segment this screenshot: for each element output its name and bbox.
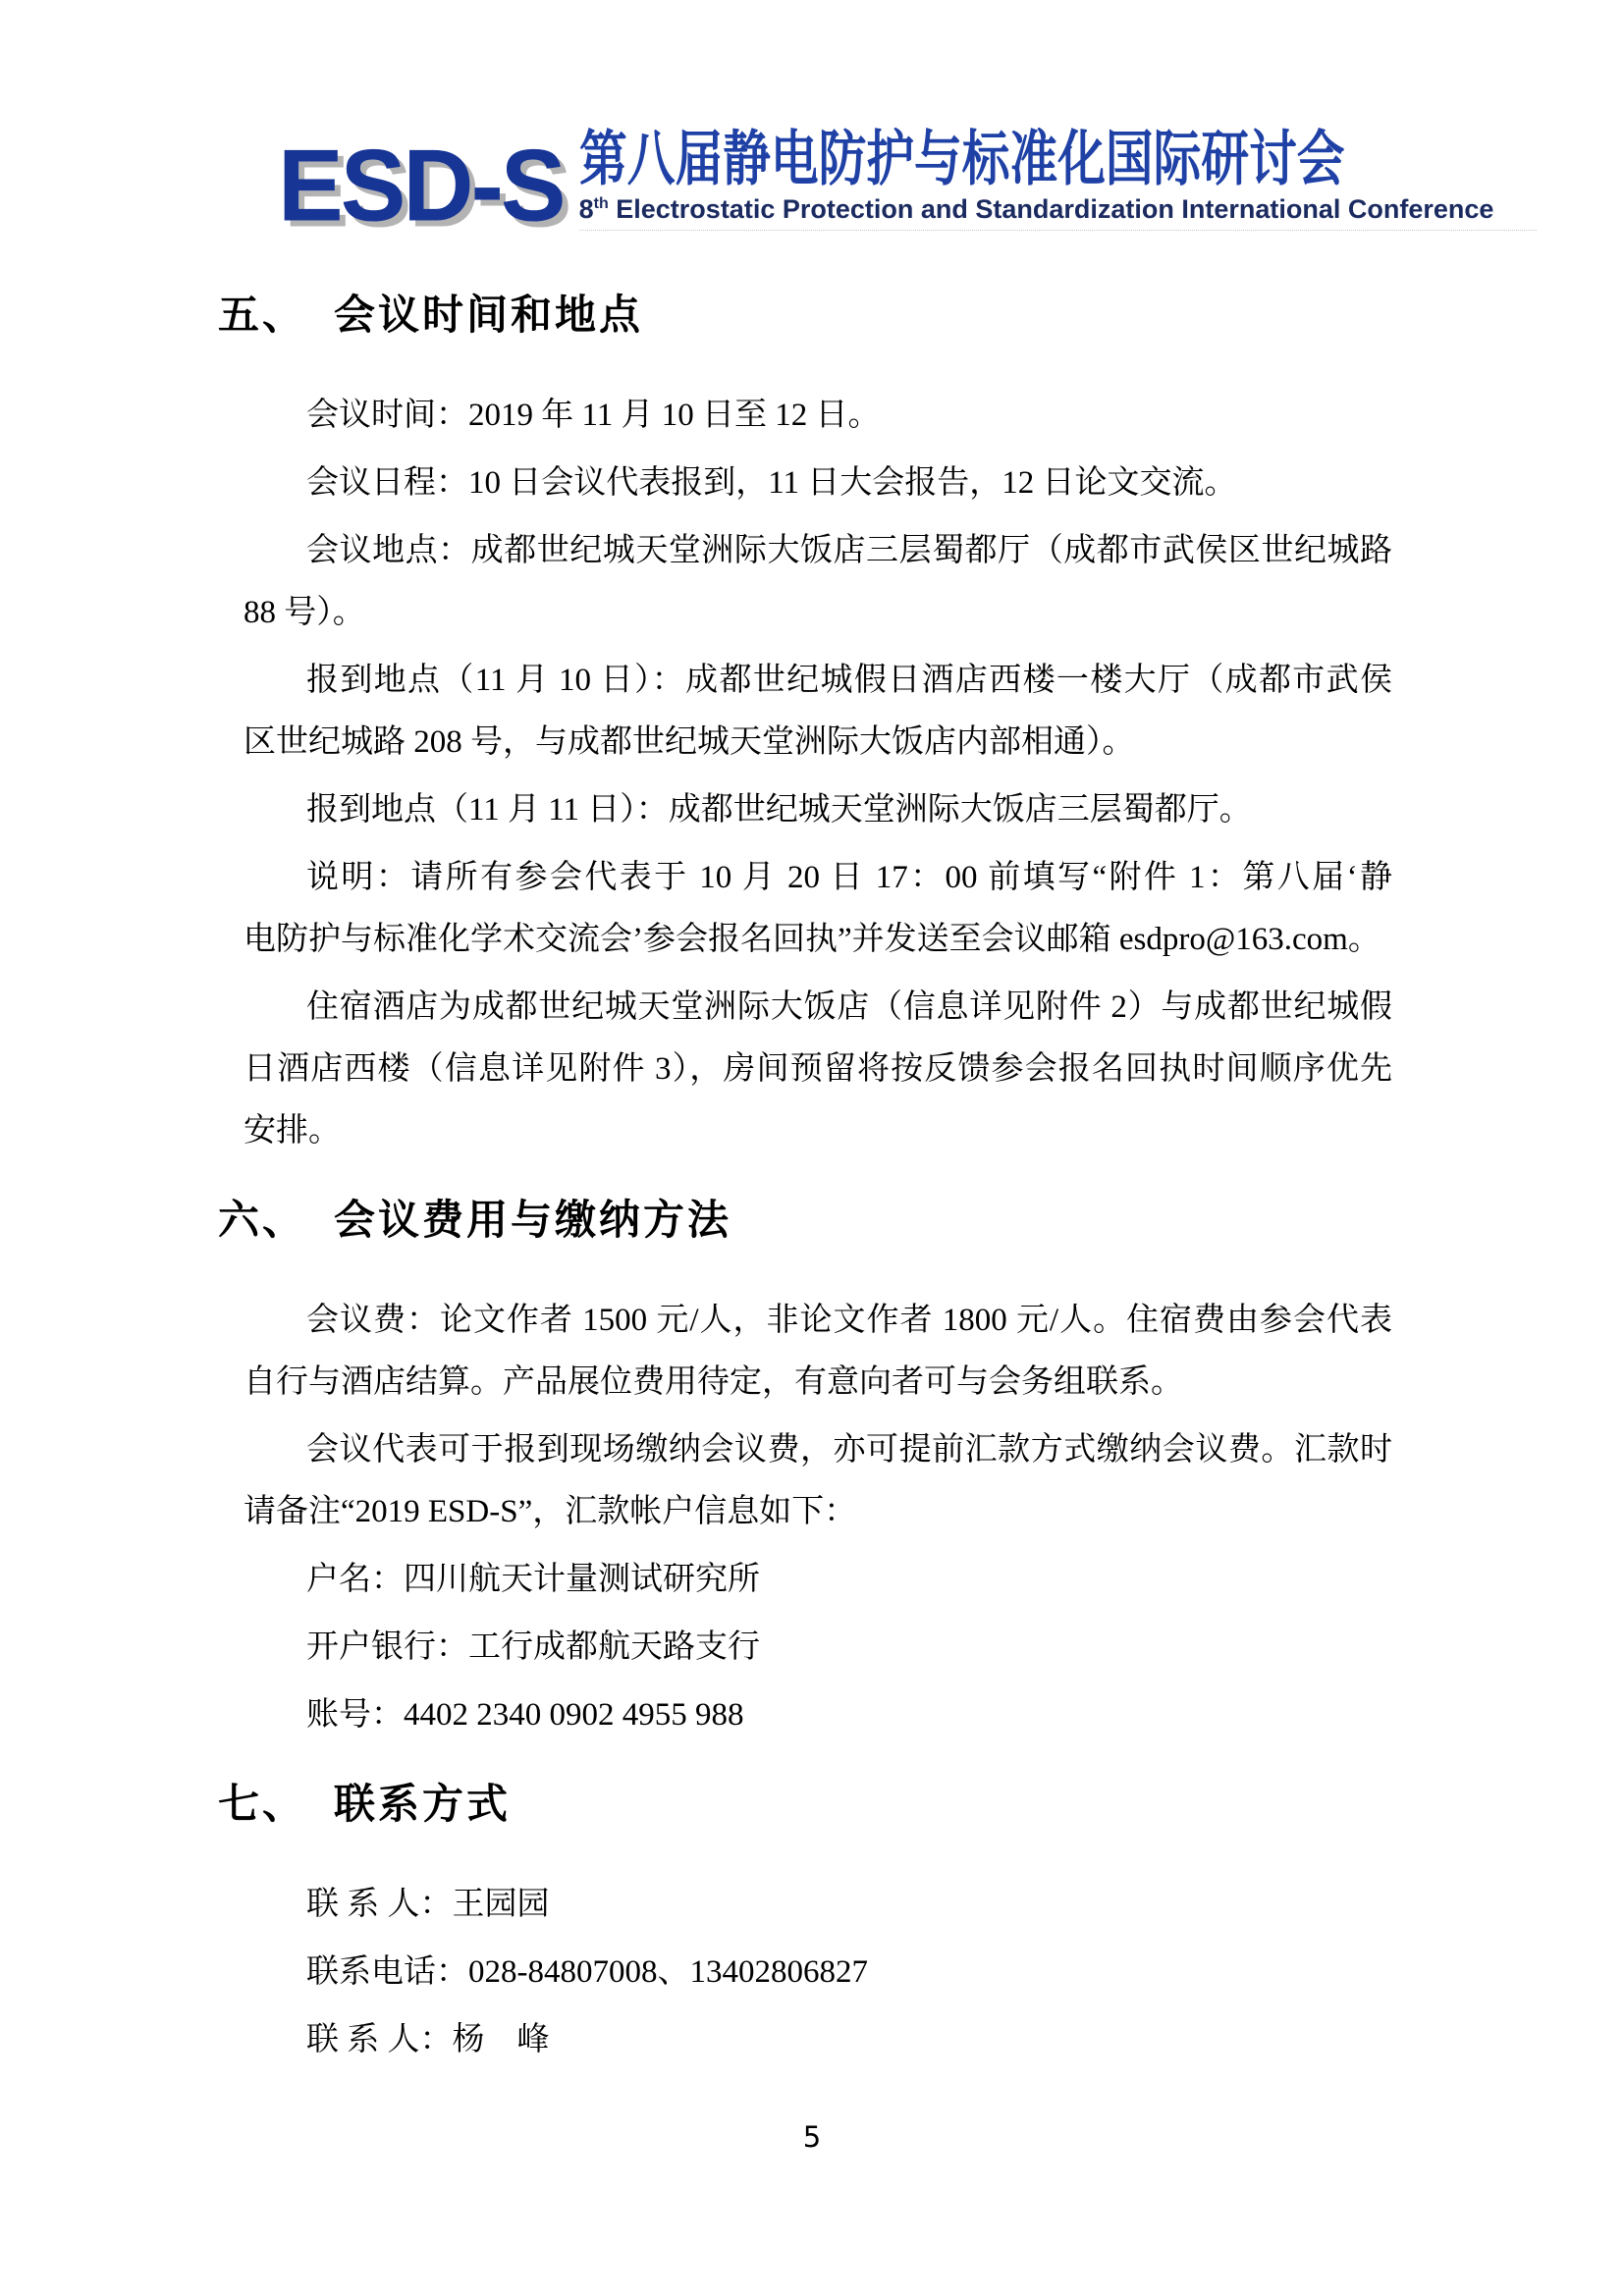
section-heading: [218, 287, 1392, 344]
text-line: 会议地点：成都世纪城天堂洲际大饭店三层蜀都厅（成都市武侯区世纪城路: [306, 533, 1392, 568]
section: [218, 287, 1392, 1162]
section-body: [244, 1874, 1392, 2071]
text-line: 说明：请所有参会代表于 10 月 20 日 17：00 前填写“附件 1：第八届‘静: [306, 860, 1392, 895]
text-line: 区世纪城路 208 号，与成都世纪城天堂洲际大饭店内部相通）。: [244, 724, 1135, 760]
section-body: [244, 385, 1392, 1162]
text-line: 会议代表可于报到现场缴纳会议费，亦可提前汇款方式缴纳会议费。汇款时: [306, 1432, 1392, 1468]
text-line: 会议费：论文作者 1500 元/人，非论文作者 1800 元/人。住宿费由参会代表: [306, 1303, 1392, 1338]
page-number: 5: [802, 2120, 822, 2154]
section-number: 六、: [218, 1197, 307, 1243]
esd-s-logo: ESD-S: [278, 128, 564, 243]
conference-title-en: [579, 195, 1537, 231]
section-number: 五、: [218, 292, 307, 338]
text-line: 联 系 人：王园园: [306, 1887, 550, 1922]
text-line: 自行与酒店结算。产品展位费用待定，有意向者可与会务组联系。: [244, 1364, 1183, 1400]
text-line: 会议日程：10 日会议代表报到，11 日大会报告，12 日论文交流。: [306, 465, 1237, 501]
conference-header: [278, 110, 1537, 243]
text-line: 报到地点（11 月 10 日）：成都世纪城假日酒店西楼一楼大厅（成都市武侯: [306, 663, 1392, 698]
section: [218, 1776, 1392, 2071]
text-line: 户名：四川航天计量测试研究所: [306, 1562, 760, 1597]
text-line: 账号：4402 2340 0902 4955 988: [306, 1697, 744, 1733]
text-line: 开户银行：工行成都航天路支行: [306, 1629, 760, 1665]
text-line: 电防护与标准化学术交流会’参会报名回执”并发送至会议邮箱 esdpro@163.com。: [244, 922, 1380, 957]
section-number: 七、: [218, 1781, 307, 1827]
section-title: 会议费用与缴纳方法: [334, 1197, 732, 1243]
section-title: 会议时间和地点: [334, 292, 644, 338]
text-line: 会议时间：2019 年 11 月 10 日至 12 日。: [306, 398, 881, 433]
section-heading: [218, 1776, 1392, 1833]
text-line: 日酒店西楼（信息详见附件 3），房间预留将按反馈参会报名回执时间顺序优先: [244, 1051, 1392, 1087]
subtitle-ordinal: th: [593, 195, 609, 213]
document-body: [218, 287, 1392, 2071]
text-line: 联系电话：028-84807008、13402806827: [306, 1954, 868, 1990]
text-line: 住宿酒店为成都世纪城天堂洲际大饭店（信息详见附件 2）与成都世纪城假: [306, 989, 1392, 1025]
section: [218, 1192, 1392, 1746]
section-title: 联系方式: [334, 1781, 512, 1827]
header-titles: [579, 110, 1537, 231]
text-line: 安排。: [244, 1113, 341, 1148]
subtitle-number: 8: [578, 194, 594, 225]
text-line: 联 系 人：杨 峰: [306, 2022, 550, 2057]
text-line: 报到地点（11 月 11 日）：成都世纪城天堂洲际大饭店三层蜀都厅。: [306, 792, 1252, 828]
subtitle-text: Electrostatic Protection and Standardization International Conference: [608, 194, 1494, 225]
text-line: 请备注“2019 ESD-S”，汇款帐户信息如下：: [244, 1494, 857, 1529]
section-body: [244, 1290, 1392, 1746]
section-heading: [218, 1192, 1392, 1249]
text-line: 88 号）。: [244, 595, 365, 630]
conference-title-cn: 第八届静电防护与标准化国际研讨会: [578, 125, 1345, 193]
